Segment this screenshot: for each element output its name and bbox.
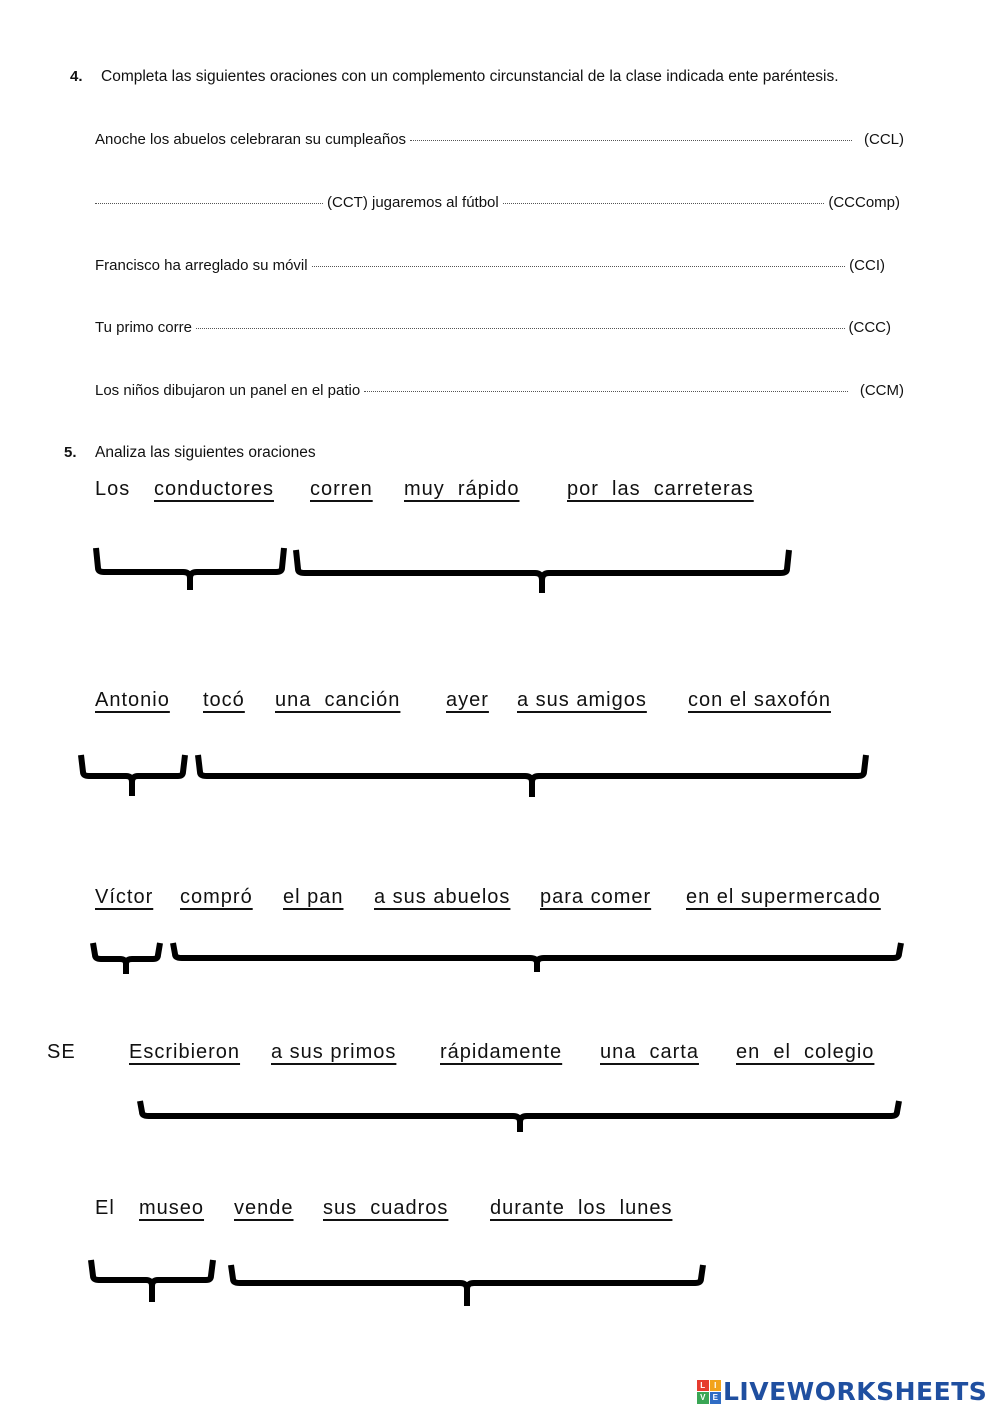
s4-prefix: SE bbox=[47, 1041, 76, 1063]
q4-line-4-tag: (CCC) bbox=[848, 319, 891, 336]
bracket-s5-predicate bbox=[231, 1265, 703, 1306]
s4-word-4: una carta bbox=[600, 1041, 699, 1063]
logo-letter-v: V bbox=[697, 1392, 709, 1404]
logo-letter-l: L bbox=[697, 1380, 709, 1392]
q4-line-5-text: Los niños dibujaron un panel en el patio bbox=[95, 382, 361, 399]
s4-word-5: en el colegio bbox=[736, 1041, 875, 1063]
bracket-s4-predicate bbox=[140, 1101, 899, 1132]
q4-instruction: Completa las siguientes oraciones con un complemento circunstancial de la clase indicada ente paréntesis. bbox=[101, 68, 839, 85]
q4-number: 4. bbox=[70, 68, 83, 85]
q4-line-3-tag: (CCI) bbox=[849, 257, 885, 274]
q4-line-1-tag: (CCL) bbox=[864, 131, 904, 148]
s1-word-2: conductores bbox=[154, 478, 274, 500]
s2-word-1: Antonio bbox=[95, 689, 170, 711]
q4-line-3-text: Francisco ha arreglado su móvil bbox=[95, 257, 308, 274]
s5-word-3: vende bbox=[234, 1197, 294, 1219]
q4-line-5-tag: (CCM) bbox=[859, 382, 904, 399]
bracket-s1-predicate bbox=[296, 550, 789, 593]
liveworksheets-icon bbox=[697, 1380, 721, 1404]
bracket-s1-subject bbox=[96, 548, 284, 590]
s1-word-1: Los bbox=[95, 478, 131, 500]
q5-instruction: Analiza las siguientes oraciones bbox=[95, 444, 316, 461]
s3-word-5: para comer bbox=[540, 886, 652, 908]
s1-word-5: por las carreteras bbox=[567, 478, 754, 500]
s5-word-4: sus cuadros bbox=[323, 1197, 449, 1219]
s5-word-5: durante los lunes bbox=[490, 1197, 673, 1219]
s4-word-1: Escribieron bbox=[129, 1041, 241, 1063]
logo-letter-e: E bbox=[710, 1392, 722, 1404]
liveworksheets-logo bbox=[697, 1377, 987, 1406]
bracket-s2-subject bbox=[81, 755, 185, 796]
bracket-s5-subject bbox=[91, 1260, 213, 1302]
bracket-s3-subject bbox=[93, 943, 160, 974]
q4-line-4-text: Tu primo corre bbox=[95, 319, 192, 336]
bracket-s2-predicate bbox=[198, 755, 866, 797]
logo-letter-i: I bbox=[710, 1380, 722, 1392]
s2-word-6: con el saxofón bbox=[688, 689, 831, 711]
s3-word-1: Víctor bbox=[95, 886, 154, 908]
s2-word-2: tocó bbox=[203, 689, 245, 711]
s3-word-6: en el supermercado bbox=[686, 886, 881, 908]
s5-word-1: El bbox=[95, 1197, 115, 1219]
s1-word-4: muy rápido bbox=[404, 478, 520, 500]
q4-line-1-text: Anoche los abuelos celebraran su cumpleaños bbox=[95, 131, 407, 148]
bracket-s3-predicate bbox=[173, 943, 901, 972]
s3-word-2: compró bbox=[180, 886, 253, 908]
s2-word-5: a sus amigos bbox=[517, 689, 647, 711]
s4-word-2: a sus primos bbox=[271, 1041, 397, 1063]
s1-word-3: corren bbox=[310, 478, 373, 500]
q4-line-2-tag2: (CCComp) bbox=[828, 194, 900, 211]
s3-word-3: el pan bbox=[283, 886, 344, 908]
q5-number: 5. bbox=[64, 444, 77, 461]
q4-line-2-tag1: (CCT) jugaremos al fútbol bbox=[327, 194, 499, 211]
s2-word-4: ayer bbox=[446, 689, 489, 711]
s2-word-3: una canción bbox=[275, 689, 401, 711]
s5-word-2: museo bbox=[139, 1197, 205, 1219]
s4-word-3: rápidamente bbox=[440, 1041, 563, 1063]
brand-name: LIVEWORKSHEETS bbox=[723, 1377, 988, 1406]
s3-word-4: a sus abuelos bbox=[374, 886, 511, 908]
